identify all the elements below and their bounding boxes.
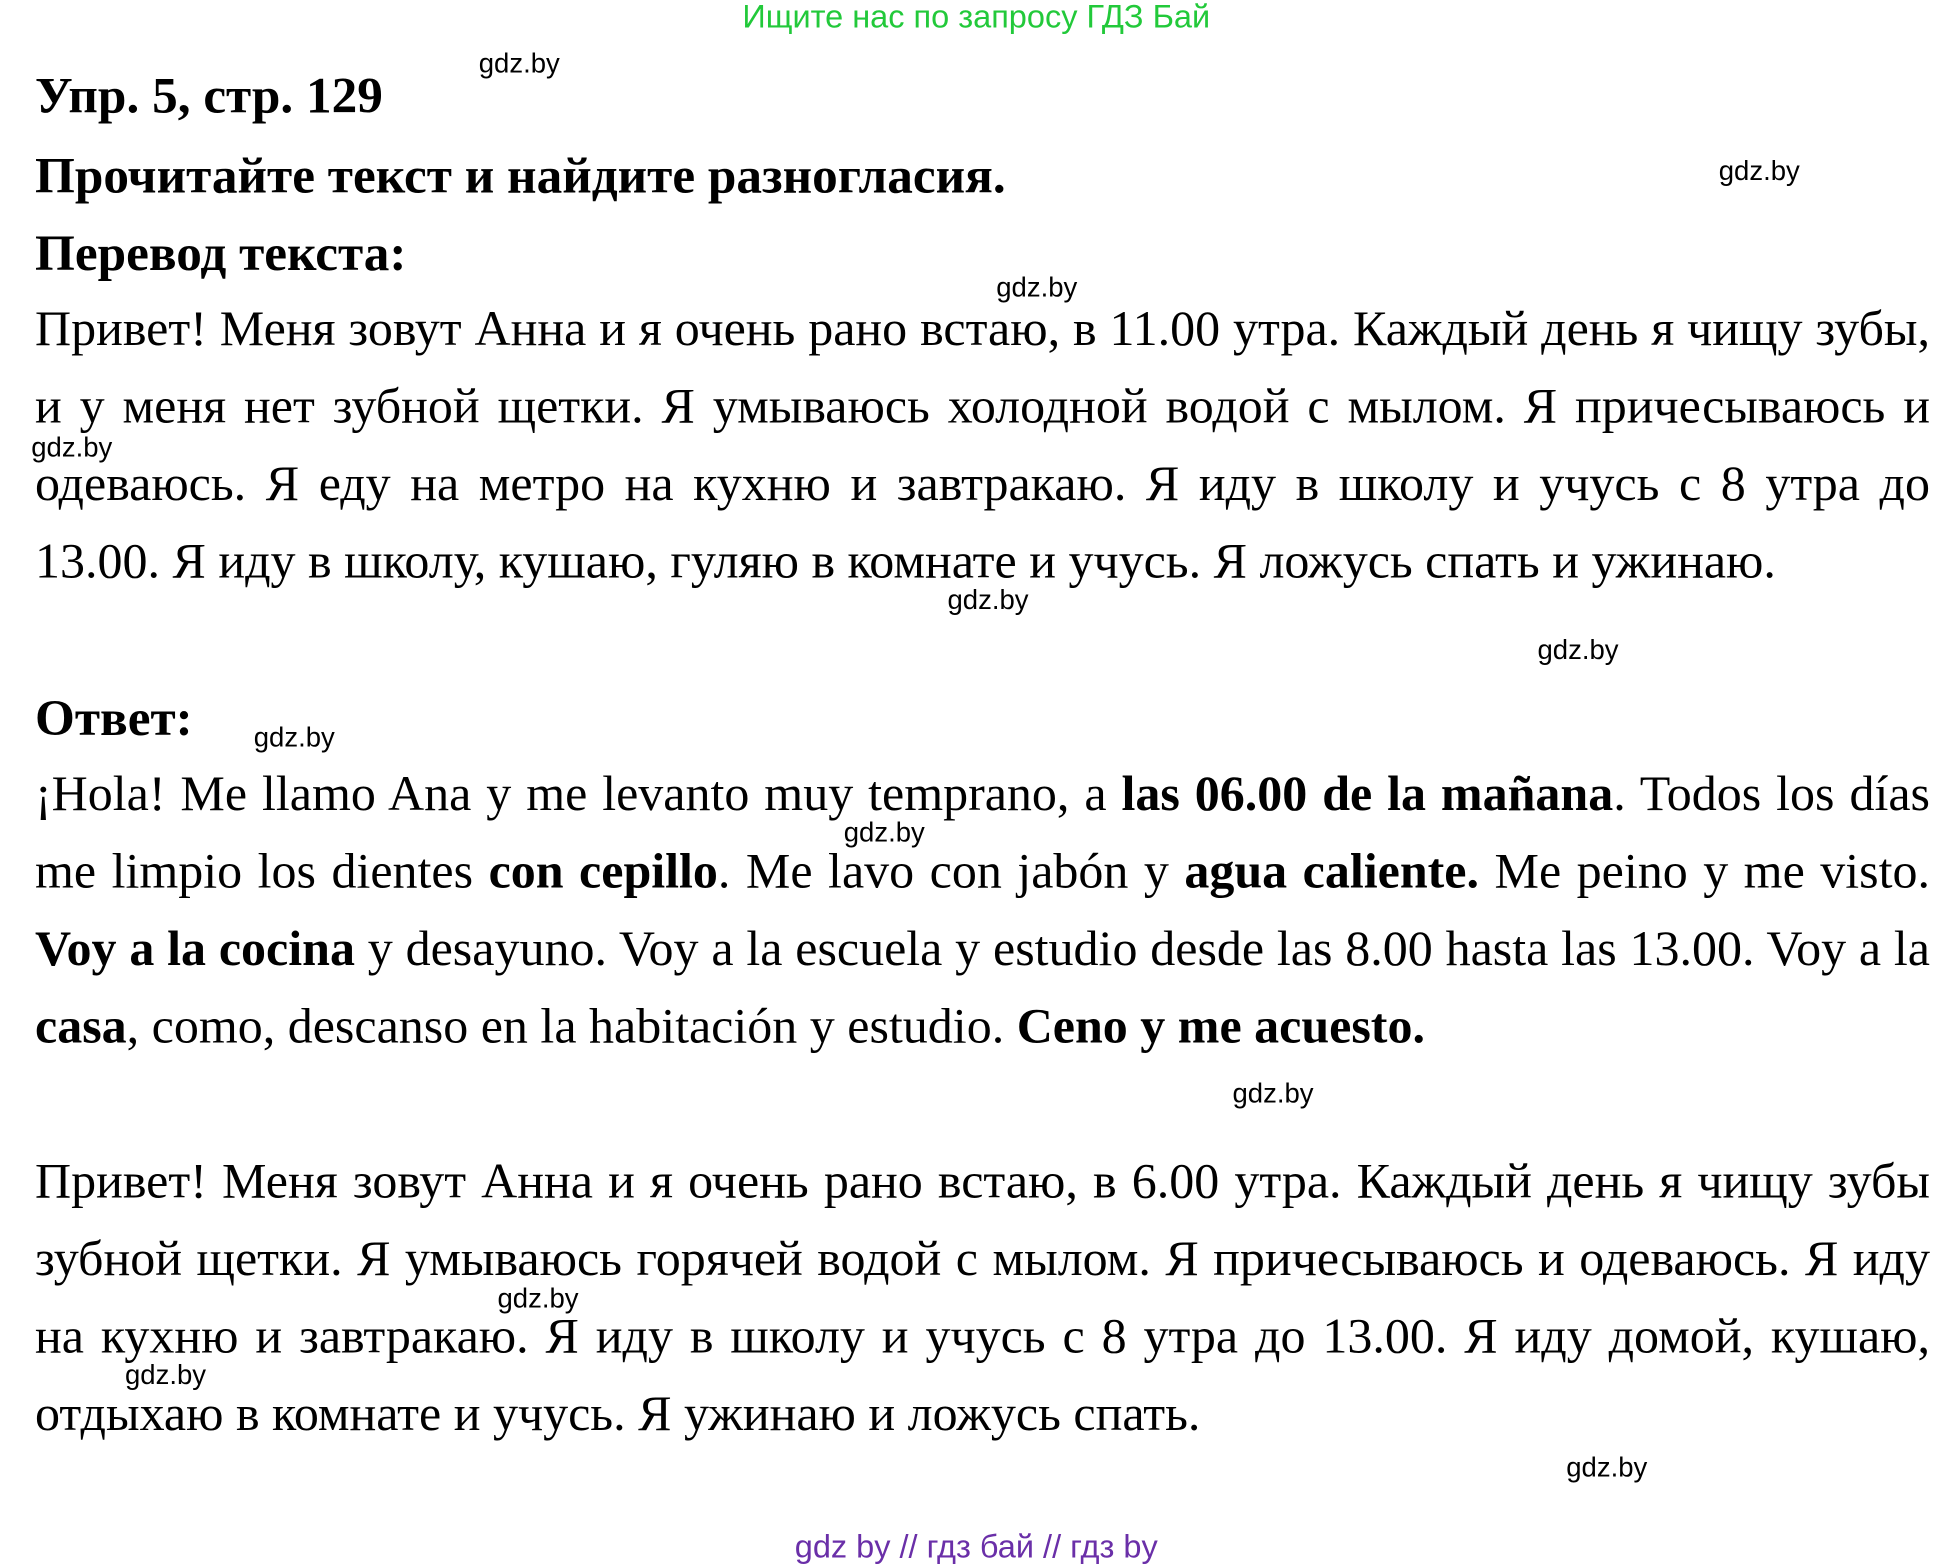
translation-heading: Перевод текста: [35, 223, 407, 283]
highlighted-correction: las 06.00 de la mañana [1121, 765, 1613, 821]
text-run: y desayuno. Voy a la escuela y estudio desde las 8.00 hasta las 13.00. Voy a la [355, 920, 1930, 976]
text-run: , como, descanso en la habitación y estudio. [127, 998, 1017, 1054]
watermark: gdz.by [498, 1283, 579, 1316]
watermark: gdz.by [1233, 1078, 1314, 1111]
text-run: . Todos los días me limpio los dientes [35, 765, 1930, 899]
highlighted-correction: con cepillo [489, 843, 718, 899]
watermark: gdz.by [996, 271, 1077, 304]
watermark: gdz.by [844, 816, 925, 849]
watermark: gdz.by [1566, 1451, 1647, 1484]
exercise-title: Упр. 5, стр. 129 [35, 65, 383, 125]
text-run: . Me lavo con jabón y [718, 843, 1184, 899]
highlighted-correction: Ceno y me acuesto. [1017, 998, 1425, 1054]
text-run: Me peino y me visto. [1479, 843, 1930, 899]
answer-russian-paragraph: Привет! Меня зовут Анна и я очень рано встаю, в 6.00 утра. Каждый день я чищу зубы зубной щетки. Я умываюсь горячей водой с мылом. Я причесываюсь и одеваюсь. Я иду на кухню и завтракаю. Я иду в школу и учусь с 8 утра до 13.00. Я иду домой, кушаю, отдыхаю в комнате и учусь. Я ужинаю и ложусь спать. [35, 1143, 1930, 1453]
translation-paragraph: Привет! Меня зовут Анна и я очень рано встаю, в 11.00 утра. Каждый день я чищу зубы, и у меня нет зубной щетки. Я умываюсь холодной водой с мылом. Я причесываюсь и одеваюсь. Я еду на метро на кухню и завтракаю. Я иду в школу и учусь с 8 утра до 13.00. Я иду в школу, кушаю, гуляю в комнате и учусь. Я ложусь спать и ужинаю. [35, 290, 1930, 600]
highlighted-correction: agua caliente. [1184, 843, 1479, 899]
search-banner: Ищите нас по запросу ГДЗ Бай [0, 0, 1953, 36]
watermark: gdz.by [479, 48, 560, 81]
highlighted-correction: Voy a la cocina [35, 920, 355, 976]
task-text: Прочитайте текст и найдите разногласия. [35, 145, 1006, 205]
highlighted-correction: casa [35, 998, 127, 1054]
watermark: gdz.by [254, 721, 335, 754]
footer-links: gdz by // гдз бай // гдз by [0, 1528, 1953, 1566]
watermark: gdz.by [948, 584, 1029, 617]
watermark: gdz.by [1538, 634, 1619, 667]
watermark: gdz.by [1719, 155, 1800, 188]
answer-heading: Ответ: [35, 688, 193, 748]
watermark: gdz.by [31, 431, 112, 464]
answer-spanish-paragraph [35, 755, 1930, 1065]
watermark: gdz.by [125, 1359, 206, 1392]
text-run: ¡Hola! Me llamo Ana y me levanto muy temprano, a [35, 765, 1121, 821]
